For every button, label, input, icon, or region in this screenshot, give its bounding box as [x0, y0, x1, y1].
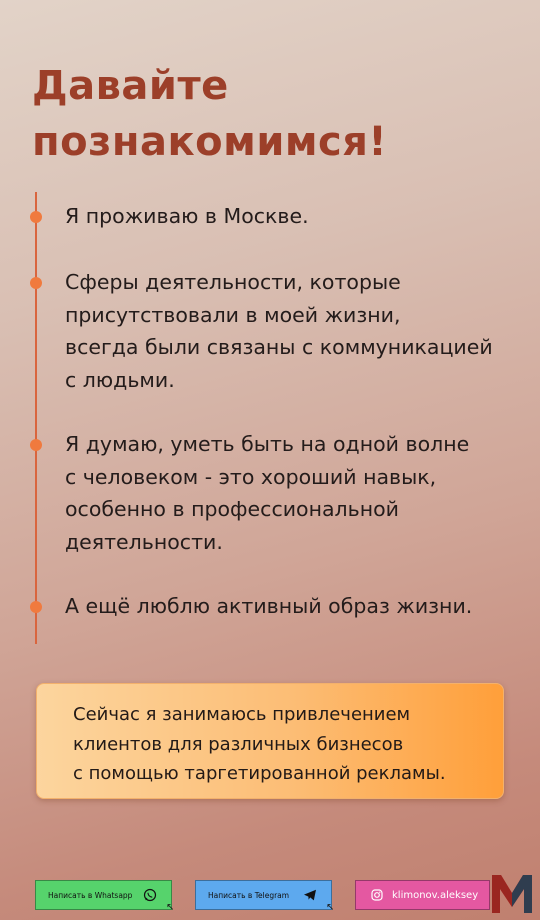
page-title-line-2: познакомимся! [32, 119, 388, 165]
timeline-bullet [30, 277, 42, 289]
cursor-arrow-icon: ↖ [326, 902, 335, 913]
about-item-1: Я проживаю в Москве. [65, 204, 309, 228]
timeline-line [35, 192, 37, 644]
instagram-button-label: klimonov.aleksey [392, 889, 479, 901]
telegram-icon [303, 888, 317, 902]
about-item-3: Я думаю, уметь быть на одной волне с человеком - это хороший навык, особенно в профессиональной деятельности. [65, 432, 470, 554]
callout-text: Сейчас я занимаюсь привлечением клиентов для различных бизнесов с помощью таргетированной рекламы. [73, 704, 446, 784]
m-logo-icon [488, 870, 536, 916]
page-title-line-1: Давайте [32, 63, 229, 109]
instagram-icon [370, 888, 384, 902]
timeline-bullet [30, 211, 42, 223]
timeline-bullet [30, 439, 42, 451]
whatsapp-icon [143, 888, 157, 902]
instagram-button[interactable] [355, 880, 490, 910]
about-item-4: А ещё люблю активный образ жизни. [65, 594, 473, 618]
current-work-callout [36, 683, 504, 799]
about-item-2: Сферы деятельности, которые присутствовали в моей жизни, всегда были связаны с коммуникацией с людьми. [65, 270, 493, 392]
whatsapp-button-label: Написать в Whatsapp [48, 890, 133, 900]
cursor-arrow-icon: ↖ [166, 902, 175, 913]
telegram-button[interactable] [195, 880, 332, 910]
timeline-bullet [30, 601, 42, 613]
page-title [32, 58, 512, 170]
whatsapp-button[interactable] [35, 880, 172, 910]
telegram-button-label: Написать в Telegram [208, 890, 290, 900]
